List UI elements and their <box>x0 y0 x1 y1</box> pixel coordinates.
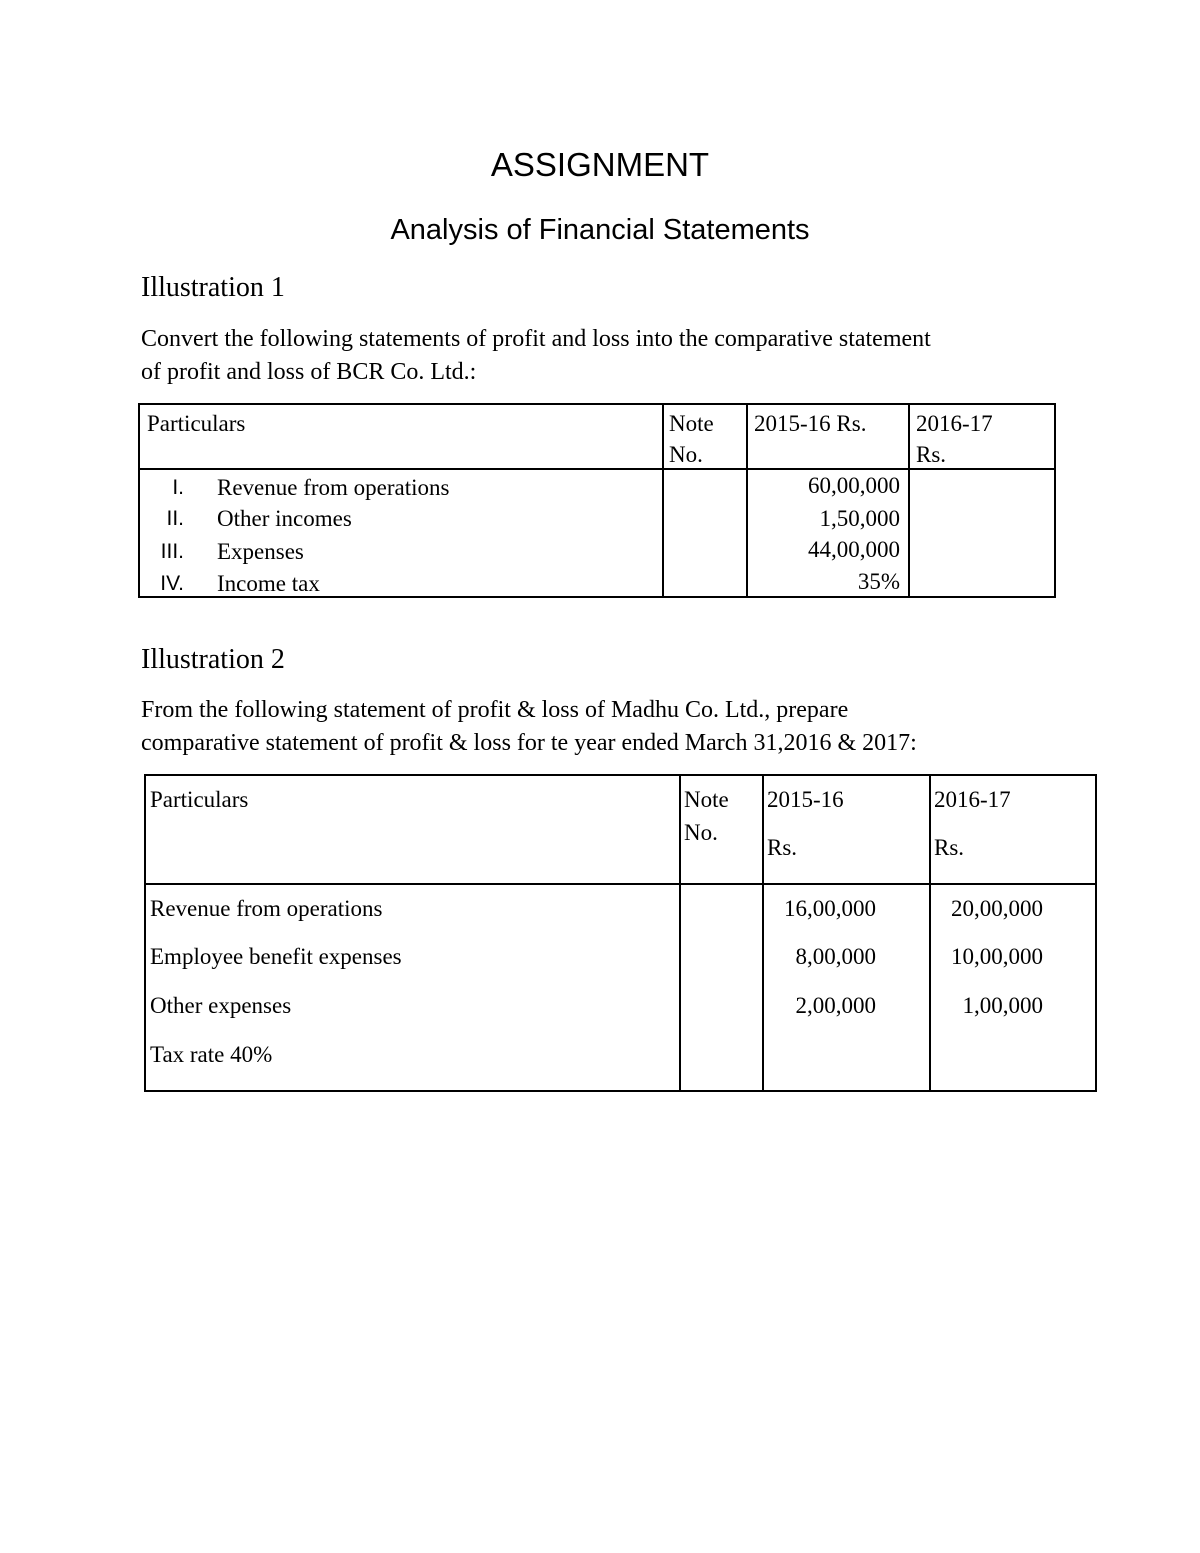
header-2015-16: 2015-16 Rs. <box>754 411 867 436</box>
header-2016-17: 2016-17 <box>916 411 993 436</box>
row-label: Revenue from operations <box>150 896 383 921</box>
illustration-1-table <box>138 403 1056 598</box>
row-label: Other incomes <box>217 506 352 531</box>
row-value-2016-17: 1,00,000 <box>962 993 1043 1018</box>
header-note-no: No. <box>684 820 718 845</box>
instruction-line: of profit and loss of BCR Co. Ltd.: <box>141 359 477 385</box>
row-number: III. <box>160 540 184 563</box>
header-2015-16: 2015-16 <box>767 787 844 812</box>
instruction-line: From the following statement of profit & loss of Madhu Co. Ltd., prepare <box>141 697 849 723</box>
illustration-2-heading: Illustration 2 <box>141 644 285 675</box>
instruction-line: Convert the following statements of profit and loss into the comparative statement <box>141 326 931 352</box>
column-divider <box>908 405 910 596</box>
row-value-2015-16: 35% <box>857 569 900 594</box>
header-note-no: No. <box>669 442 703 467</box>
column-divider <box>762 776 764 1090</box>
illustration-1-instructions <box>141 323 931 389</box>
row-value-2016-17: 10,00,000 <box>951 944 1043 969</box>
document-title: ASSIGNMENT <box>490 146 710 183</box>
row-label: Other expenses <box>150 993 292 1018</box>
row-value-2015-16: 1,50,000 <box>819 506 900 531</box>
row-value-2015-16: 44,00,000 <box>808 537 900 562</box>
header-particulars: Particulars <box>147 411 246 436</box>
document-subtitle: Analysis of Financial Statements <box>390 214 810 246</box>
row-value-2016-17: 20,00,000 <box>951 896 1043 921</box>
header-divider <box>146 883 1095 885</box>
illustration-2-instructions <box>141 694 917 760</box>
row-value-2015-16: 60,00,000 <box>808 473 900 498</box>
row-label: Income tax <box>217 571 320 596</box>
instruction-line: comparative statement of profit & loss for te year ended March 31,2016 & 2017: <box>141 730 917 756</box>
row-number: IV. <box>160 572 184 595</box>
column-divider <box>929 776 931 1090</box>
row-label: Tax rate 40% <box>150 1042 273 1067</box>
column-divider <box>662 405 664 596</box>
header-note: Note <box>669 411 714 436</box>
row-label: Expenses <box>217 539 304 564</box>
header-2016-17-rs: Rs. <box>934 835 965 860</box>
column-divider <box>679 776 681 1090</box>
row-value-2015-16: 2,00,000 <box>795 993 876 1018</box>
illustration-2-table <box>144 774 1097 1092</box>
header-2016-17-rs: Rs. <box>916 442 947 467</box>
row-value-2015-16: 8,00,000 <box>795 944 876 969</box>
header-2016-17: 2016-17 <box>934 787 1011 812</box>
row-label: Revenue from operations <box>217 475 450 500</box>
row-label: Employee benefit expenses <box>150 944 402 969</box>
header-particulars: Particulars <box>150 787 249 812</box>
header-note: Note <box>684 787 729 812</box>
illustration-1-heading: Illustration 1 <box>141 272 285 303</box>
row-value-2015-16: 16,00,000 <box>784 896 876 921</box>
header-2015-16-rs: Rs. <box>767 835 798 860</box>
row-number: II. <box>166 507 184 530</box>
row-number: I. <box>172 476 184 499</box>
